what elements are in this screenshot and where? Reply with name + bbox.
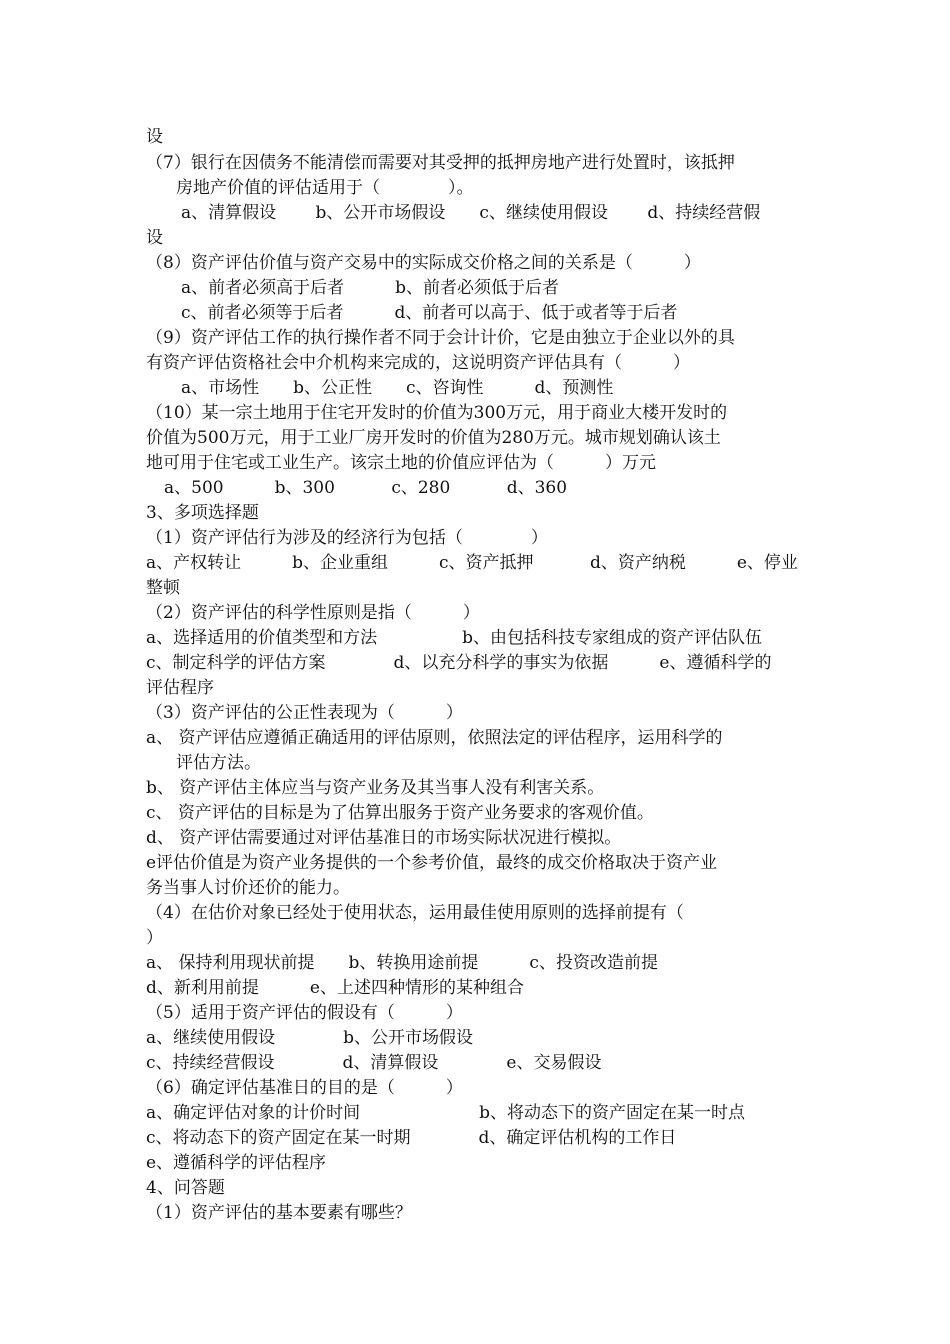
- text-line: 务当事人讨价还价的能力。: [146, 878, 350, 898]
- essay-question-1: （1）资产评估的基本要素有哪些？: [146, 1203, 412, 1223]
- section-heading: 4、问答题: [146, 1178, 225, 1198]
- text-line: 设: [146, 228, 163, 248]
- question-9-line-2: 有资产评估资格社会中介机构来完成的，这说明资产评估具有（ ）: [146, 353, 690, 373]
- question-10-line-3: 地可用于住宅或工业生产。该宗土地的价值应评估为（ ）万元: [146, 453, 656, 473]
- text-line: 整顿: [146, 578, 180, 598]
- multi-question-5-options-1: a、继续使用假设 b、公开市场假设: [146, 1028, 474, 1048]
- question-9-line-1: （9）资产评估工作的执行操作者不同于会计计价，它是由独立于企业以外的具: [146, 328, 735, 348]
- multi-question-5-options-2: c、持续经营假设 d、清算假设 e、交易假设: [146, 1053, 602, 1073]
- multi-question-3-option-d: d、 资产评估需要通过对评估基准日的市场实际状况进行模拟。: [146, 828, 622, 848]
- question-8-options-2: c、前者必须等于后者 d、前者可以高于、低于或者等于后者: [181, 303, 678, 323]
- multi-question-2-options-2: c、制定科学的评估方案 d、以充分科学的事实为依据 e、遵循科学的: [146, 653, 772, 673]
- question-7-line-2: 房地产价值的评估适用于（ ）。: [176, 178, 474, 198]
- question-10-line-2: 价值为500万元，用于工业厂房开发时的价值为280万元。城市规划确认该土: [146, 428, 721, 448]
- question-10-line-1: （10）某一宗土地用于住宅开发时的价值为300万元，用于商业大楼开发时的: [146, 403, 728, 423]
- question-10-options: a、500 b、300 c、280 d、360: [164, 478, 568, 498]
- text-line: 评估方法。: [176, 753, 261, 773]
- multi-question-4: （4）在估价对象已经处于使用状态，运用最佳使用原则的选择前提有（: [146, 903, 684, 923]
- section-heading: 3、多项选择题: [146, 503, 259, 523]
- multi-question-2-options-1: a、选择适用的价值类型和方法 b、由包括科技专家组成的资产评估队伍: [146, 628, 763, 648]
- multi-question-1-options: a、产权转让 b、企业重组 c、资产抵押 d、资产纳税 e、停业: [146, 553, 798, 573]
- multi-question-3-option-b: b、 资产评估主体应当与资产业务及其当事人没有利害关系。: [146, 778, 605, 798]
- text-line: 设: [146, 127, 163, 147]
- multi-question-3-option-e: e评估价值是为资产业务提供的一个参考价值，最终的成交价格取决于资产业: [146, 853, 718, 873]
- multi-question-6-options-2: c、将动态下的资产固定在某一时期 d、确定评估机构的工作日: [146, 1128, 677, 1148]
- question-8: （8）资产评估价值与资产交易中的实际成交价格之间的关系是（ ）: [146, 253, 701, 273]
- question-7-line-1: （7）银行在因债务不能清偿而需要对其受押的抵押房地产进行处置时，该抵押: [146, 153, 735, 173]
- multi-question-4-options-1: a、 保持利用现状前提 b、转换用途前提 c、投资改造前提: [146, 953, 658, 973]
- question-7-options: a、清算假设 b、公开市场假设 c、继续使用假设 d、持续经营假: [181, 203, 761, 223]
- multi-question-3-option-c: c、 资产评估的目标是为了估算出服务于资产业务要求的客观价值。: [146, 803, 654, 823]
- text-line: 评估程序: [146, 678, 214, 698]
- multi-question-6: （6）确定评估基准日的目的是（ ）: [146, 1078, 463, 1098]
- multi-question-6-options-3: e、遵循科学的评估程序: [146, 1153, 327, 1173]
- question-8-options-1: a、前者必须高于后者 b、前者必须低于后者: [181, 278, 560, 298]
- multi-question-4-options-2: d、新利用前提 e、上述四种情形的某种组合: [146, 978, 524, 998]
- question-9-options: a、市场性 b、公正性 c、咨询性 d、预测性: [181, 378, 614, 398]
- multi-question-2: （2）资产评估的科学性原则是指（ ）: [146, 603, 480, 623]
- multi-question-1: （1）资产评估行为涉及的经济行为包括（ ）: [146, 528, 548, 548]
- multi-question-3-option-a: a、 资产评估应遵循正确适用的评估原则，依照法定的评估程序，运用科学的: [146, 728, 723, 748]
- text-line: ）: [146, 928, 163, 948]
- multi-question-5: （5）适用于资产评估的假设有（ ）: [146, 1003, 463, 1023]
- multi-question-3: （3）资产评估的公正性表现为（ ）: [146, 703, 463, 723]
- multi-question-6-options-1: a、确定评估对象的计价时间 b、将动态下的资产固定在某一时点: [146, 1103, 746, 1123]
